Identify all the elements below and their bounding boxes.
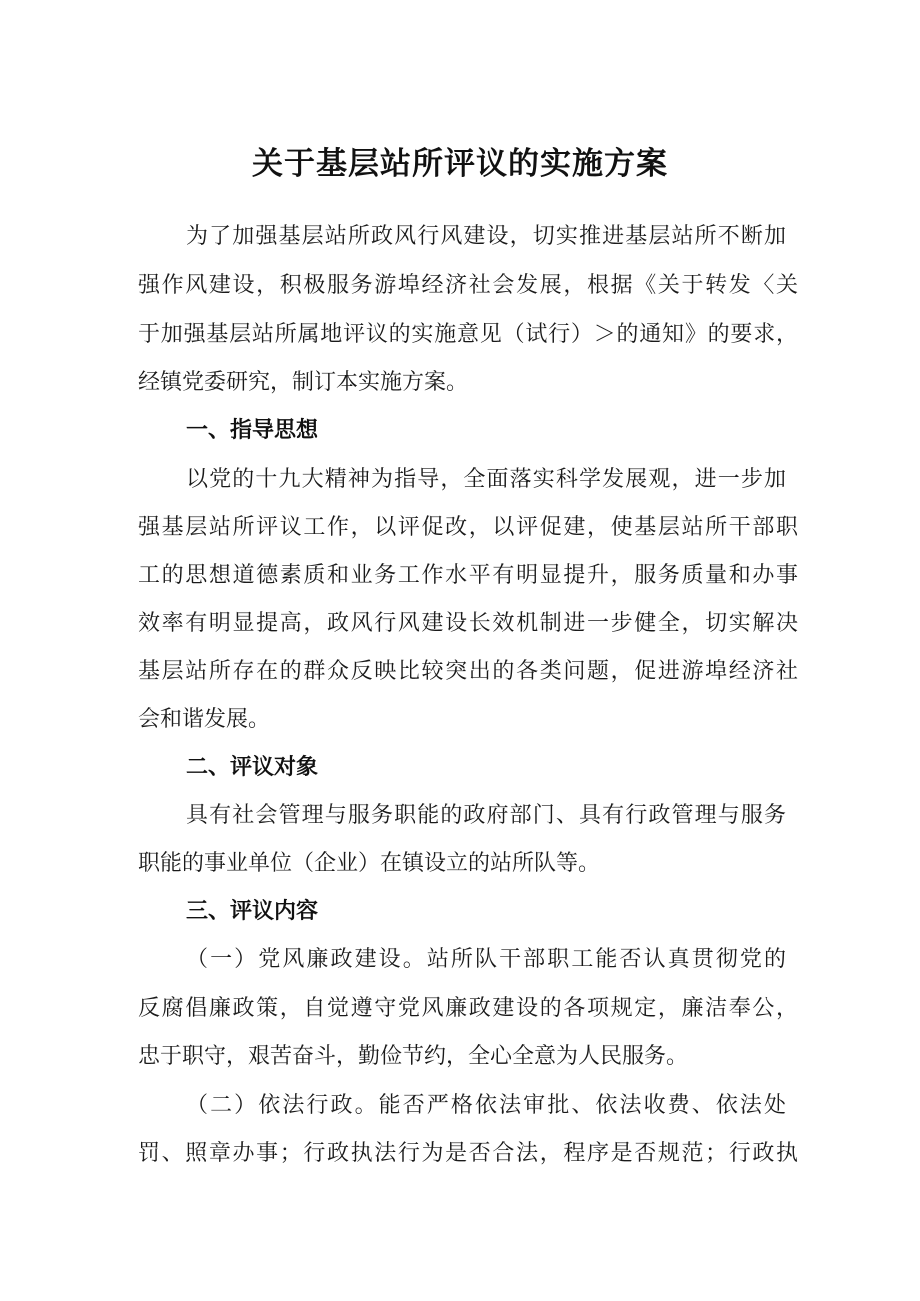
section-1-line-6: 会和谐发展。	[138, 707, 271, 732]
section-1-line-3: 工的思想道德素质和业务工作水平有明显提升，服务质量和办事	[138, 563, 798, 588]
intro-line-4: 经镇党委研究，制订本实施方案。	[138, 370, 469, 395]
intro-line-2: 强作风建设，积极服务游埠经济社会发展，根据《关于转发〈关	[138, 273, 798, 298]
section-1-line-5: 基层站所存在的群众反映比较突出的各类问题，促进游埠经济社	[138, 659, 798, 684]
section-1-line-1: 以党的十九大精神为指导，全面落实科学发展观，进一步加	[186, 467, 786, 492]
section-3-item-1-line-1: （一）党风廉政建设。站所队干部职工能否认真贯彻党的	[186, 947, 786, 972]
section-2-line-1: 具有社会管理与服务职能的政府部门、具有行政管理与服务	[186, 803, 786, 828]
section-3-item-1-line-2: 反腐倡廉政策，自觉遵守党风廉政建设的各项规定，廉洁奉公，	[138, 996, 798, 1021]
section-1-line-4: 效率有明显提高，政风行风建设长效机制进一步健全，切实解决	[138, 611, 798, 636]
section-3-item-2-line-1: （二）依法行政。能否严格依法审批、依法收费、依法处	[186, 1093, 786, 1118]
section-3-item-1-line-3: 忠于职守，艰苦奋斗，勤俭节约，全心全意为人民服务。	[138, 1044, 689, 1069]
section-1-line-2: 强基层站所评议工作，以评促改，以评促建，使基层站所干部职	[138, 515, 798, 540]
section-2-heading: 二、评议对象	[186, 755, 319, 780]
intro-line-1: 为了加强基层站所政风行风建设，切实推进基层站所不断加	[186, 224, 786, 249]
intro-line-3: 于加强基层站所属地评议的实施意见（试行）＞的通知》的要求，	[138, 322, 798, 347]
section-3-item-2-line-2: 罚、照章办事；行政执法行为是否合法，程序是否规范；行政执	[138, 1141, 798, 1166]
section-3-heading: 三、评议内容	[186, 899, 319, 924]
document-title: 关于基层站所评议的实施方案	[252, 146, 668, 182]
section-1-heading: 一、指导思想	[186, 418, 319, 443]
section-2-line-2: 职能的事业单位（企业）在镇设立的站所队等。	[138, 851, 601, 876]
